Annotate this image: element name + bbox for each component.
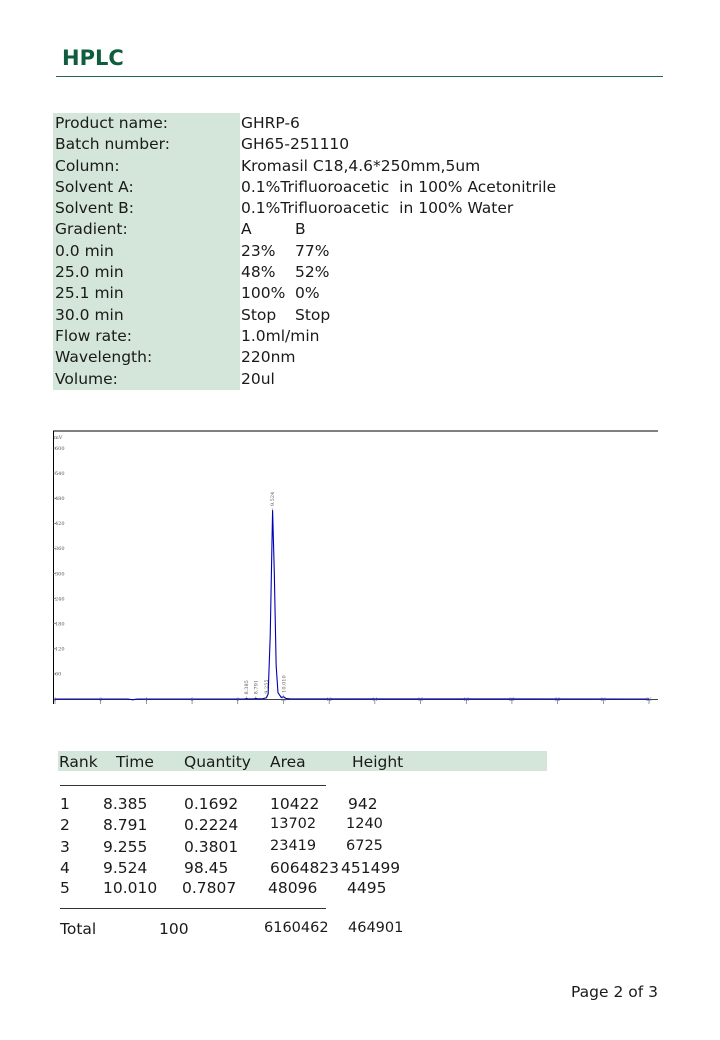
- header-height: Height: [352, 753, 404, 771]
- chromatogram-trace: [55, 510, 649, 700]
- row-time: 9.255: [103, 838, 148, 856]
- title-underline: [56, 76, 663, 77]
- batch-number-label: Batch number:: [53, 134, 240, 155]
- header-quantity: Quantity: [184, 753, 251, 771]
- row-rank: 3: [60, 838, 70, 856]
- method-info-table: [53, 113, 613, 390]
- column-value: Kromasil C18,4.6*250mm,5um: [241, 156, 481, 175]
- row-quantity: 98.45: [184, 859, 229, 877]
- gradient-step-time: 25.0 min: [53, 262, 240, 283]
- x-tick-label: 26: [646, 698, 652, 703]
- chromatogram-chart: [50, 428, 662, 710]
- row-height: 6725: [346, 838, 383, 854]
- info-row-product: [53, 113, 613, 134]
- peak-label: 9.524: [270, 491, 277, 507]
- info-row-volume: [53, 369, 613, 390]
- x-tick-label: 0: [53, 698, 57, 703]
- product-name-value: GHRP-6: [241, 114, 300, 132]
- gradient-label: Gradient:: [53, 219, 240, 240]
- x-tick-label: 2: [99, 698, 103, 703]
- row-rank: 2: [60, 816, 70, 834]
- header-time: Time: [116, 753, 154, 771]
- solvent-a-value: 0.1%Trifluoroacetic in 100% Acetonitrile: [241, 177, 557, 196]
- flow-rate-label: Flow rate:: [53, 326, 240, 347]
- row-time: 8.791: [103, 816, 148, 834]
- y-unit-label: mV: [54, 435, 63, 441]
- page-title: HPLC: [62, 46, 124, 70]
- total-area: 6160462: [264, 920, 329, 936]
- y-tick-label: 360: [55, 546, 65, 553]
- row-area: 13702: [270, 816, 317, 832]
- x-tick-label: 20: [509, 698, 515, 703]
- y-tick-label: 120: [55, 646, 65, 653]
- gradient-step-row: [53, 283, 613, 304]
- peak-label: 10.010: [281, 675, 288, 693]
- gradient-step-a: Stop: [241, 305, 277, 324]
- row-area: 10422: [270, 795, 320, 813]
- volume-label: Volume:: [53, 369, 240, 390]
- table-rule-top: [60, 785, 326, 786]
- y-tick-label: 180: [55, 621, 65, 628]
- volume-value: 20ul: [241, 369, 275, 388]
- row-rank: 1: [60, 795, 70, 813]
- x-tick-label: 22: [554, 698, 561, 703]
- info-row-wavelength: [53, 347, 613, 368]
- row-area: 23419: [270, 838, 317, 854]
- total-quantity: 100: [159, 920, 189, 938]
- row-height: 1240: [346, 816, 383, 832]
- info-row-column: [53, 156, 613, 177]
- gradient-step-time: 25.1 min: [53, 283, 240, 304]
- wavelength-label: Wavelength:: [53, 347, 240, 368]
- row-area: 6064823: [270, 859, 340, 877]
- row-quantity: 0.3801: [184, 838, 239, 856]
- x-tick-label: 6: [190, 698, 194, 703]
- header-rank: Rank: [59, 753, 98, 771]
- x-tick-label: 16: [417, 698, 424, 703]
- gradient-step-time: 0.0 min: [53, 241, 240, 262]
- row-quantity: 0.1692: [184, 795, 239, 813]
- column-label: Column:: [53, 156, 240, 177]
- row-height: 4495: [347, 879, 387, 897]
- peak-label: 8.791: [253, 680, 260, 695]
- info-row-gradient: [53, 219, 613, 240]
- y-tick-label: 540: [55, 470, 65, 477]
- row-quantity: 0.2224: [184, 816, 239, 834]
- y-tick-label: 300: [55, 571, 65, 578]
- solvent-a-label: Solvent A:: [53, 177, 240, 198]
- solvent-b-value: 0.1%Trifluoroacetic in 100% Water: [241, 199, 514, 218]
- gradient-step-b: Stop: [295, 305, 331, 324]
- wavelength-value: 220nm: [241, 348, 296, 367]
- peak-label: 8.385: [244, 680, 251, 695]
- gradient-step-a: 23%: [241, 241, 276, 260]
- info-row-solvent-a: [53, 177, 613, 198]
- peak-label: 9.255: [264, 679, 271, 694]
- row-height: 451499: [341, 859, 401, 877]
- gradient-step-row: [53, 241, 613, 262]
- total-label: Total: [60, 920, 97, 938]
- product-name-label: Product name:: [53, 113, 240, 134]
- info-row-batch: [53, 134, 613, 155]
- row-time: 9.524: [103, 859, 148, 877]
- gradient-step-row: [53, 262, 613, 283]
- row-quantity: 0.7807: [182, 879, 237, 897]
- total-height: 464901: [348, 920, 404, 936]
- y-tick-label: 240: [55, 596, 65, 603]
- x-tick-label: 10: [280, 698, 287, 703]
- row-rank: 4: [60, 859, 70, 877]
- y-tick-label: 480: [55, 496, 65, 502]
- row-rank: 5: [60, 879, 70, 897]
- row-height: 942: [348, 795, 378, 813]
- page-number: Page 2 of 3: [571, 983, 658, 1001]
- info-row-solvent-b: [53, 198, 613, 219]
- gradient-b-header: B: [295, 220, 306, 239]
- info-row-flow: [53, 326, 613, 347]
- gradient-step-time: 30.0 min: [53, 305, 240, 326]
- row-time: 8.385: [103, 795, 148, 813]
- solvent-b-label: Solvent B:: [53, 198, 240, 219]
- x-tick-label: 12: [326, 698, 333, 703]
- x-tick-label: 4: [144, 698, 148, 703]
- batch-number-value: GH65-251110: [241, 135, 350, 154]
- gradient-step-b: 77%: [295, 241, 330, 260]
- row-area: 48096: [268, 879, 318, 897]
- gradient-step-b: 52%: [295, 263, 330, 282]
- x-tick-label: 18: [463, 698, 470, 703]
- gradient-a-header: A: [241, 220, 252, 239]
- x-tick-label: 24: [600, 698, 607, 703]
- x-tick-label: 8: [236, 698, 240, 703]
- flow-rate-value: 1.0ml/min: [241, 326, 320, 345]
- x-tick-label: 14: [371, 698, 378, 703]
- gradient-step-a: 48%: [241, 263, 276, 282]
- y-tick-label: 600: [55, 445, 65, 452]
- table-rule-bottom: [60, 908, 326, 909]
- row-time: 10.010: [103, 879, 158, 897]
- gradient-step-b: 0%: [295, 284, 320, 303]
- gradient-step-row: [53, 305, 613, 326]
- header-area: Area: [270, 753, 306, 771]
- y-tick-label: 420: [55, 521, 65, 528]
- y-tick-label: 60: [55, 671, 62, 678]
- gradient-step-a: 100%: [241, 284, 286, 303]
